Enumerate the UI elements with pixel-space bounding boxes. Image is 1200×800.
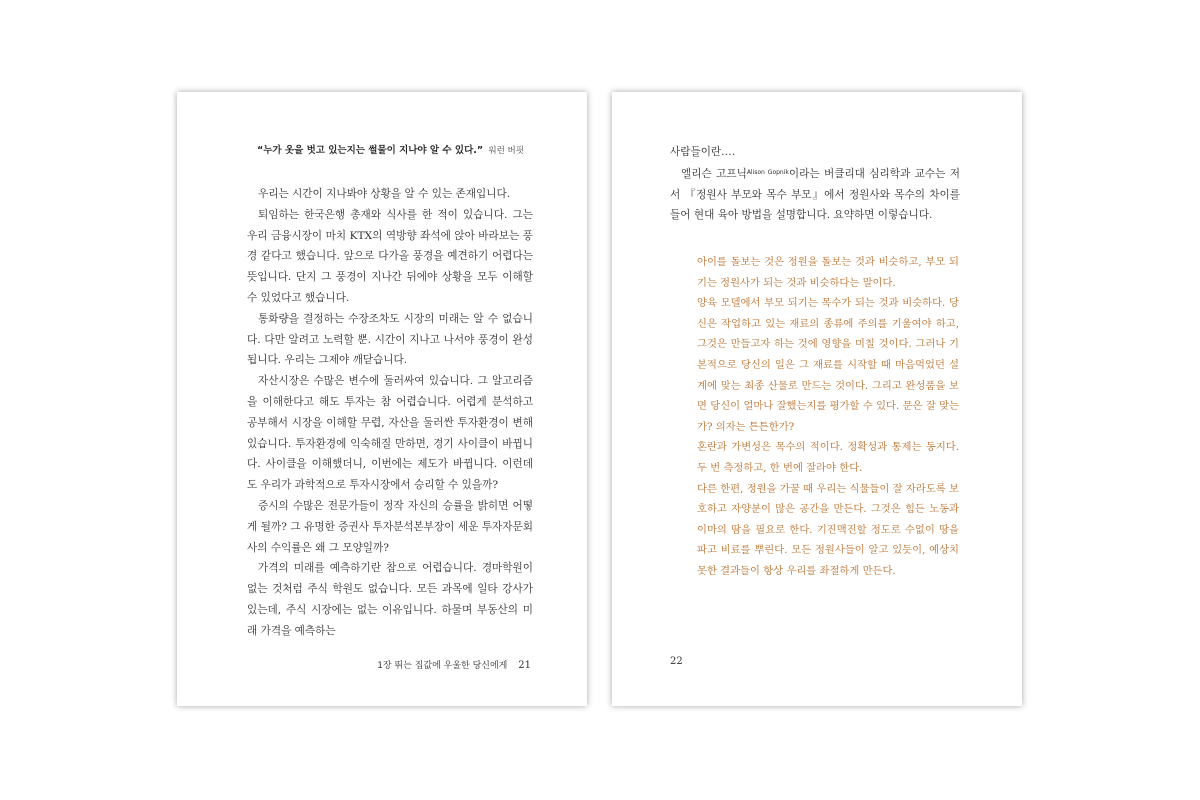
text-segment: 이라는 버클리대 심리학과 교수는 저서 『정원사 부모와 목수 부모』에서 정원사와 목수의 차이를 들어 현대 육아 방법을 설명합니다. 요약하면 이렇습니다. [670, 167, 960, 222]
running-chapter-title: 1장 뛰는 집값에 우울한 당신에게 [377, 661, 508, 671]
page-number: 21 [518, 660, 531, 671]
quote-author: 워런 버핏 [488, 146, 524, 156]
right-body-text [670, 142, 960, 226]
text-segment: 엘리슨 고프닉 [681, 167, 747, 180]
highlighted-text: 가격의 미래를 예측하기란 참으로 어렵습니다. 경마학원이 없는 것처럼 주식 학원도 없습니다. 모든 과목에 일타 강사가 있는데, 주식 시장에는 없는 이유입니다. 하물며 부동산의 미래 가격을 예측하는 [247, 562, 533, 637]
paragraph: 우리는 시간이 지나봐야 상황을 알 수 있는 존재입니다. [258, 188, 511, 200]
highlighted-text: 증시의 수많은 전문가들이 정작 자신의 승률을 밝히면 어떻게 될까? 그 유명한 증권사 투자분석본부장이 세운 투자자문회사의 수익률은 왜 그 모양일까? [247, 499, 533, 554]
highlighted-text: 사람들이란…. [670, 146, 736, 158]
quoted-excerpt [697, 252, 959, 582]
excerpt-paragraph: 양육 모델에서 부모 되기는 목수가 되는 것과 비슷하다. 당신은 작업하고 있는 재료의 종류에 주의를 기울여야 하고, 그것은 만들고자 하는 것에 영향을 미칠 것이다. 그러나 기본적으로 당신의 일은 그 재료를 시작할 때 마음먹었던 설계에 맞는 최종 산물로 만드는 것이다. 그리고 완성품을 보면 당신이 얼마나 잘했는지를 평가할 수 있다. 문은 잘 맞는가? 의자는 튼튼한가? [697, 297, 959, 433]
left-page [177, 92, 587, 706]
paragraph-highlighted [247, 371, 533, 496]
excerpt-paragraph: 아이를 돌보는 것은 정원을 돌보는 것과 비슷하고, 부모 되기는 정원사가 되는 것과 비슷하다는 말이다. [697, 256, 959, 289]
page-number: 22 [670, 656, 683, 667]
page-footer [377, 658, 531, 671]
paragraph-highlighted [247, 558, 533, 641]
quote-text: “누가 옷을 벗고 있는지는 썰물이 지나야 알 수 있다.” [257, 145, 484, 156]
paragraph: 퇴임하는 한국은행 총재와 식사를 한 적이 있습니다. 그는 우리 금융시장이 마치 KTX의 역방향 좌석에 앉아 바라보는 풍경 같다고 했습니다. 앞으로 다가올 풍경을 예견하기 어렵다는 뜻입니다. 단지 그 풍경이 지나간 뒤에야 상황을 모두 이해할 수 있었다고 했습니다. [247, 208, 533, 304]
paragraph-highlighted [670, 142, 960, 163]
superscript-name: Alison Gopnik [746, 168, 789, 176]
highlighted-text: 자산시장은 수많은 변수에 둘러싸여 있습니다. 그 알고리즘을 이해한다고 해도 투자는 참 어렵습니다. 어렵게 분석하고 공부해서 시장을 이해할 무렵, 자산을 둘러싼 투자환경이 변해 있습니다. 투자환경에 익숙해질 만하면, 경기 사이클이 바뀝니다. 사이클을 이해했더니, 이번에는 제도가 바뀝니다. 이런데도 우리가 과학적으로 투자시장에서 승리할 수 있을까? [247, 375, 533, 492]
excerpt-paragraph: 다른 한편, 정원을 가꿀 때 우리는 식물들이 잘 자라도록 보호하고 자양분이 많은 공간을 만든다. 그것은 힘든 노동과 이마의 땀을 필요로 한다. 기진맥진할 정도로 수없이 땅을 파고 비료를 뿌린다. 모든 정원사들이 알고 있듯이, 예상치 못한 결과들이 항상 우리를 좌절하게 만든다. [697, 482, 959, 577]
paragraph: 통화량을 결정하는 수장조차도 시장의 미래는 알 수 없습니다. 다만 알려고 노력할 뿐. 시간이 지나고 나서야 풍경이 완성됩니다. 우리는 그제야 깨닫습니다. [247, 312, 533, 367]
paragraph [670, 163, 960, 226]
paragraph-highlighted [247, 496, 533, 558]
right-page [612, 92, 1022, 706]
excerpt-paragraph: 혼란과 가변성은 목수의 적이다. 정확성과 통제는 동지다. 두 번 측정하고, 한 번에 잘라야 한다. [697, 441, 959, 474]
left-body-text [247, 184, 533, 642]
chapter-quote [257, 142, 557, 156]
